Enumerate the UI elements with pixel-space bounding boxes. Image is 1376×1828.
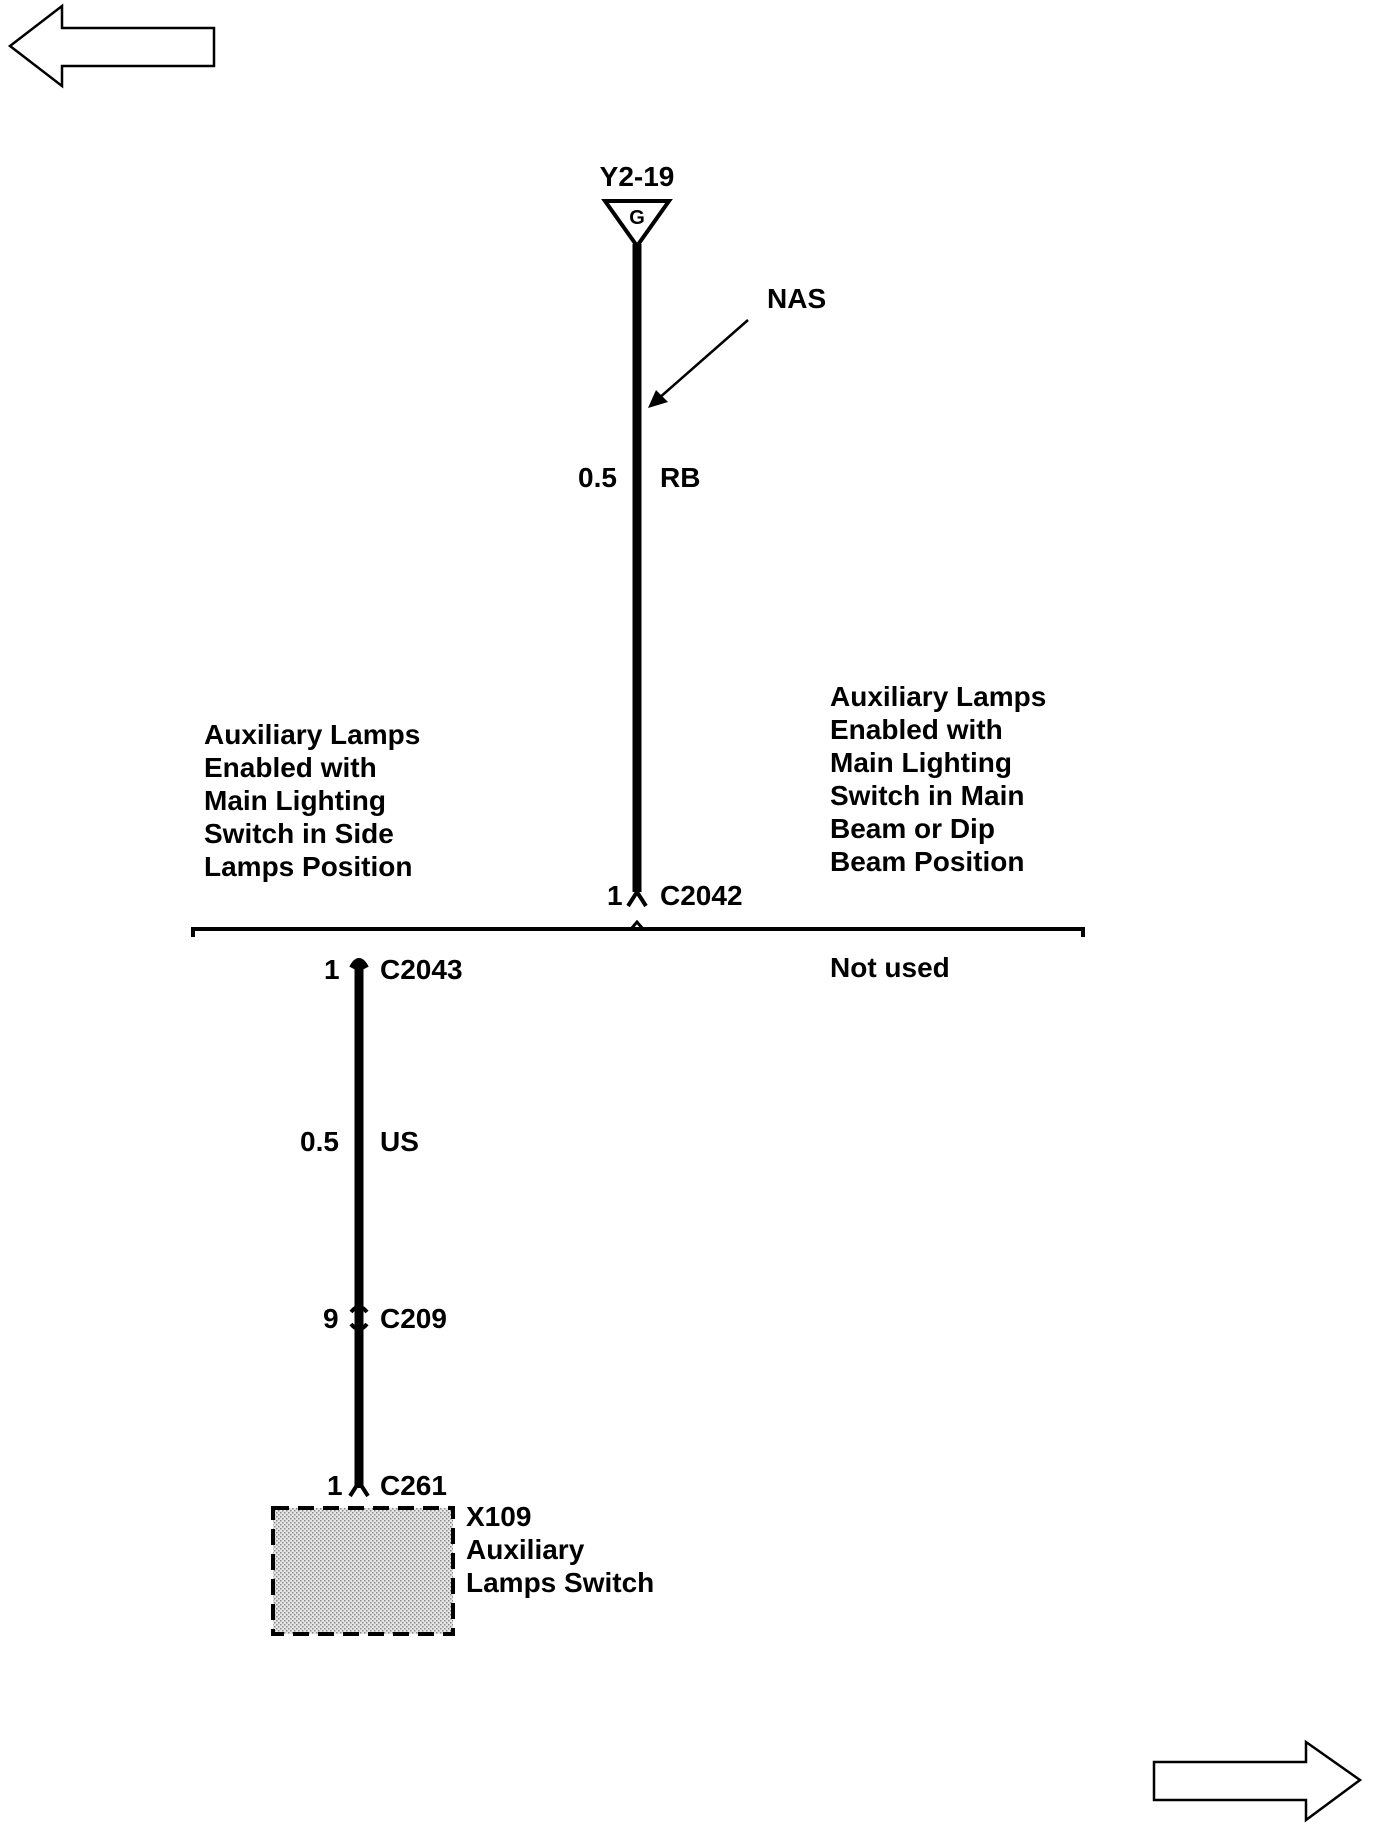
note-left-line: Enabled with	[204, 752, 377, 783]
wire-top-gauge: 0.5	[578, 462, 617, 493]
note-right-line: Enabled with	[830, 714, 1003, 745]
component-label-line: X109	[466, 1501, 532, 1532]
nas-arrow-line	[658, 320, 748, 399]
c261-id: C261	[380, 1470, 447, 1501]
note-right-line: Main Lighting	[830, 747, 1012, 778]
c2042-id: C2042	[660, 880, 743, 911]
wire-bottom-gauge: 0.5	[300, 1126, 339, 1157]
c209-pin: 9	[323, 1303, 339, 1334]
c2042-pin: 1	[607, 880, 623, 911]
note-right-line: Beam Position	[830, 846, 1025, 877]
c209-id: C209	[380, 1303, 447, 1334]
previous-page-arrow-icon[interactable]	[10, 6, 214, 86]
c2043-pin: 1	[324, 954, 340, 985]
note-left-line: Auxiliary Lamps	[204, 719, 421, 750]
component-label-line: Auxiliary	[466, 1534, 585, 1565]
next-page-arrow-icon[interactable]	[1154, 1742, 1360, 1820]
auxiliary-lamps-switch-component	[273, 1508, 453, 1634]
c2042-pin-icon	[628, 892, 646, 906]
note-right	[830, 681, 1054, 877]
note-left-line: Main Lighting	[204, 785, 386, 816]
c261-pin: 1	[327, 1470, 343, 1501]
c2043-id: C2043	[380, 954, 463, 985]
wire-bottom-color-code: US	[380, 1126, 419, 1157]
note-left-line: Switch in Side	[204, 818, 394, 849]
component-label-line: Lamps Switch	[466, 1567, 655, 1598]
note-right-line: Switch in Main	[830, 780, 1025, 811]
note-left-line: Lamps Position	[204, 851, 413, 882]
wire-top-color-code: RB	[660, 462, 701, 493]
ground-label: Y2-19	[599, 161, 675, 192]
c261-pin-icon	[350, 1482, 368, 1496]
component-label	[466, 1501, 654, 1598]
nas-label: NAS	[767, 283, 827, 314]
note-left	[204, 719, 428, 882]
ground-symbol-letter: G	[629, 207, 645, 229]
not-used-label: Not used	[830, 952, 950, 983]
note-right-line: Auxiliary Lamps	[830, 681, 1047, 712]
switch-bar	[193, 929, 1083, 937]
note-right-line: Beam or Dip	[830, 813, 995, 844]
